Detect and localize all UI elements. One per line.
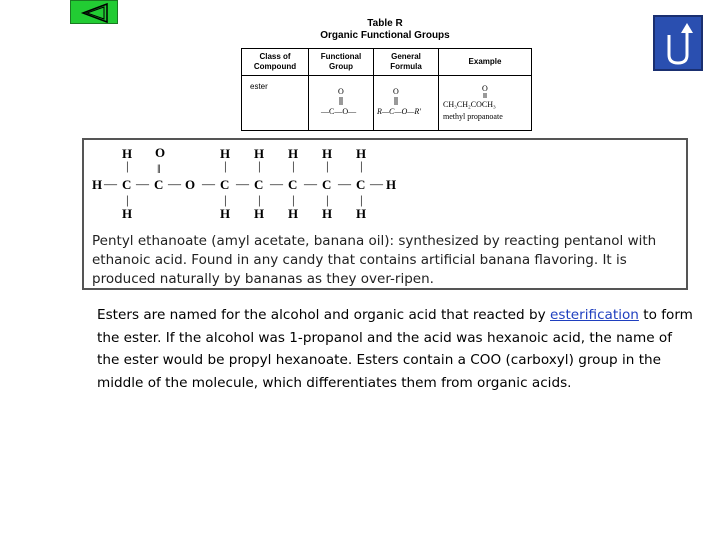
atom-h: H [220,206,231,221]
example-drawing [439,81,531,125]
body-text-after: to form the ester. If the alcohol was 1-propanol and the acid was hexanoic acid, the name of the ester would be propyl hexanoate. Esters contain a COO (carboxyl) group in the middle of the molecule, which differentiates them from organic acids. [97,307,693,391]
cell-functional-group [309,76,374,131]
functional-group-drawing [311,83,371,123]
header-example [439,49,532,76]
bond-double: ‖ [157,161,161,176]
header-group-line2: Group [329,62,353,71]
atom-c: C [220,177,230,192]
atom-h: H [356,206,367,221]
atom-h: H [122,206,133,221]
table-header-row [242,49,532,76]
pentyl-caption: Pentyl ethanoate (amyl acetate, banana oil): synthesized by reacting pentanol with ethanoic acid. Found in any candy that contains artificial banana flavoring. It is produced naturally by bananas as they over-ripen. [92,233,657,287]
bond-h: — [304,176,317,191]
atom-o: O [185,177,196,192]
bond-h: — [370,176,383,191]
body-text-before: Esters are named for the alcohol and organic acid that reacted by [97,307,550,323]
bond-h: — [168,176,181,191]
pentyl-ethanoate-structure [84,140,688,230]
functional-groups-table [241,48,532,131]
bond-v: | [292,192,295,207]
atom-c: C [288,177,298,192]
bond-v: | [360,158,363,173]
bond-v: | [326,192,329,207]
table-title [240,18,530,42]
header-group-line1: Functional [320,52,362,61]
header-example-label: Example [468,57,502,66]
header-formula-line1: General [391,52,421,61]
atom-h: H [122,146,133,161]
table-row-ester [242,76,532,131]
bond-v: | [224,192,227,207]
atom-h: H [220,146,231,161]
bond-v: | [258,192,261,207]
bond-v: | [126,158,129,173]
atom-h: H [322,206,333,221]
atom-h: H [322,146,333,161]
atom-c: C [322,177,332,192]
formula-oxygen: O [393,87,399,96]
atom-h: H [288,146,299,161]
header-formula [374,49,439,76]
bond-h: — [270,176,283,191]
header-class [242,49,309,76]
example-oxygen: O [482,84,488,93]
atom-h: H [254,146,265,161]
atom-c: C [154,177,164,192]
bond-v: | [224,158,227,173]
bond-h: — [104,176,117,191]
header-formula-line2: Formula [390,62,422,71]
bond-v: | [326,158,329,173]
atom-h: H [356,146,367,161]
cell-general-formula [374,76,439,131]
bond-v: | [292,158,295,173]
bond-v: | [258,158,261,173]
cell-class: ester [242,76,309,131]
esterification-link[interactable]: esterification [550,307,639,323]
back-button[interactable] [70,0,118,24]
atom-o: O [155,145,166,160]
left-triangle-icon [71,1,119,25]
table-title-line1: Table R [367,18,403,29]
atom-h: H [92,177,103,192]
general-formula-drawing [375,83,437,123]
cell-example [439,76,532,131]
group-oxygen: O [338,87,344,96]
pentyl-ethanoate-panel [82,138,688,290]
group-chain: —C—O— [321,107,357,116]
bond-v: | [360,192,363,207]
formula-chain: R—C—O—R' [377,107,421,116]
header-class-line2: Compound [253,62,297,71]
header-group [309,49,374,76]
atom-h: H [288,206,299,221]
atom-c: C [122,177,132,192]
bond-h: — [338,176,351,191]
table-title-line2: Organic Functional Groups [320,30,450,41]
atom-h: H [254,206,265,221]
atom-c: C [254,177,264,192]
bond-h: — [236,176,249,191]
example-formula: CH₃CH₂COCH₃ [443,100,496,109]
bond-v: | [126,192,129,207]
atom-h: H [386,177,397,192]
atom-c: C [356,177,366,192]
example-name: methyl propanoate [443,112,503,121]
header-class-line1: Class of [259,52,291,61]
return-button[interactable] [653,15,703,71]
u-turn-arrow-icon [655,17,701,69]
body-paragraph [97,304,697,394]
bond-h: — [136,176,149,191]
bond-h: — [202,176,215,191]
